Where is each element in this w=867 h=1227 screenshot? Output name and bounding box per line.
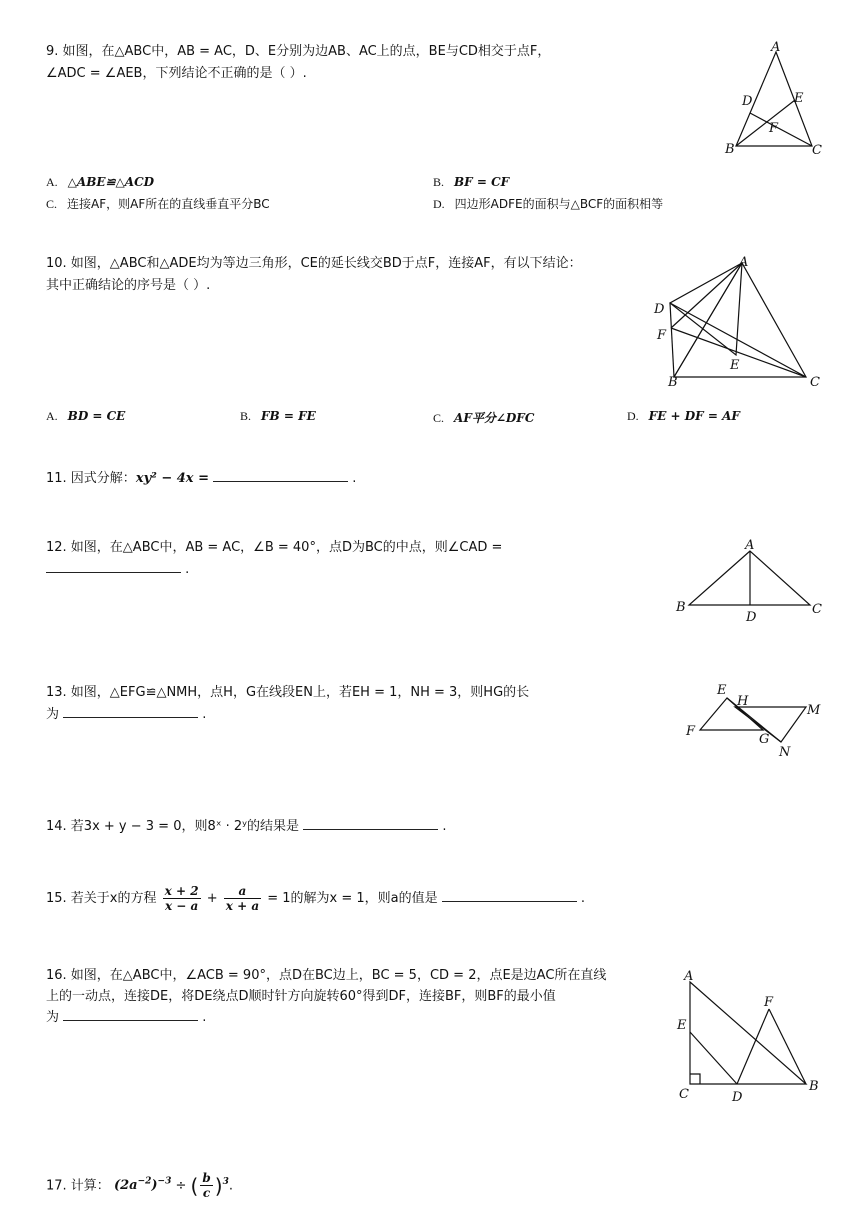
q15-answer-blank[interactable] (442, 887, 577, 902)
q12-label-a: A (745, 538, 755, 553)
q10-label-c: C (810, 375, 820, 390)
q15-suffix: . (580, 891, 586, 906)
q11-prefix: 11. 因式分解： (46, 471, 136, 486)
q16-line1: 16. 如图，在△ABC中，∠ACB = 90°，点D在BC边上，BC = 5，CD = 2，点E是边AC所在直线 (46, 968, 607, 983)
q15-plus: + (206, 891, 218, 906)
q10-segment-bd (670, 303, 674, 377)
q16-label-f: F (764, 995, 774, 1010)
q11-line (46, 467, 356, 490)
q13-triangle-nmh (735, 707, 806, 742)
q17-fraction: $\frac{b}{c}$ (202, 1171, 211, 1201)
q10-label-f: F (657, 328, 667, 343)
q17-frac-exp: 3 (222, 1177, 229, 1187)
q14-suffix: . (442, 819, 447, 834)
q13-triangle-efg (700, 698, 763, 730)
q10-line1: 10. 如图，△ABC和△ADE均为等边三角形，CE的延长线交BD于点F，连接AF，有以下结论： (46, 256, 582, 271)
q13-label-g: G (759, 732, 770, 747)
q9-label-f: F (769, 121, 779, 136)
q10-option-b: B. FB = FE (240, 409, 316, 423)
q15-fraction-2: $\frac{a}{x + a}$ (225, 884, 260, 913)
q10-option-d: D. FE + DF = AF (627, 409, 740, 423)
q16-triangle-acb (690, 982, 806, 1084)
q13-suffix: . (202, 707, 207, 722)
q10-label-e: E (730, 358, 740, 373)
q13-label-m: M (807, 703, 821, 718)
q13-segment-en (727, 698, 781, 742)
q14-prefix: 14. 若3x + y − 3 = 0，则8ˣ · 2ʸ的结果是 (46, 819, 300, 834)
q9-option-a: A. △ABE≌△ACD (46, 175, 155, 189)
q14-answer-blank[interactable] (303, 815, 438, 830)
q11-suffix: . (352, 471, 357, 486)
q16-label-d: D (732, 1090, 743, 1105)
q13-line1: 13. 如图，△EFG≌△NMH，点H，G在线段EN上，若EH = 1，NH = 3，则HG的长 (46, 685, 530, 700)
q16-answer-blank[interactable] (63, 1006, 198, 1021)
q12-figure (672, 535, 827, 627)
q12-line1: 12. 如图，在△ABC中，AB = AC，∠B = 40°，点D为BC的中点，则∠CAD = (46, 540, 503, 555)
q9-line2: ∠ADC = ∠AEB，下列结论不正确的是（ ）. (46, 66, 307, 81)
q12-answer-blank[interactable] (46, 558, 181, 573)
q11-answer-blank[interactable] (213, 467, 348, 482)
q15-line (46, 881, 585, 917)
q12-line2 (46, 558, 189, 581)
q16-segment-ed (690, 1032, 737, 1084)
q17-prefix: 17. 计算： (46, 1178, 110, 1194)
q12-suffix: . (185, 562, 190, 577)
q12-label-b: B (676, 600, 686, 615)
q10-label-a: A (739, 255, 749, 270)
q16-figure (672, 962, 827, 1112)
q13-figure (684, 683, 829, 763)
q13-line2 (46, 703, 206, 726)
q11-expr: xy² − 4x = (135, 471, 209, 486)
q10-label-d: D (654, 302, 665, 317)
q16-label-c: C (679, 1087, 689, 1102)
q13-label-f: F (686, 724, 696, 739)
q16-label-e: E (677, 1018, 687, 1033)
q13-answer-blank[interactable] (63, 703, 198, 718)
q9-figure (720, 40, 830, 160)
q15-mid: = 1的解为x = 1，则a的值是 (267, 891, 438, 906)
q9-segment-dc (750, 113, 812, 146)
q16-label-b: B (809, 1079, 819, 1094)
q10-figure (650, 255, 825, 390)
q14-line (46, 815, 446, 838)
q13-label-e: E (717, 683, 727, 698)
q13-label-n: N (779, 745, 791, 760)
q13-line2-prefix: 为 (46, 707, 60, 722)
q15-prefix: 15. 若关于x的方程 (46, 891, 157, 906)
q10-segment-af (671, 263, 742, 328)
q16-suffix: . (202, 1010, 207, 1025)
q16-line3 (46, 1006, 206, 1029)
q9-label-e: E (794, 91, 804, 106)
q9-option-d: D. 四边形ADFE的面积与△BCF的面积相等 (433, 197, 664, 211)
q17-suffix: . (228, 1178, 233, 1194)
q12-label-c: C (812, 602, 822, 617)
q9-label-d: D (742, 94, 753, 109)
q17-divide: ÷ (175, 1178, 187, 1194)
q10-option-c: C. AF平分∠DFC (433, 411, 535, 425)
q9-line1: 9. 如图，在△ABC中，AB = AC，D、E分别为边AB、AC上的点，BE与CD相交于点F， (46, 44, 551, 59)
q12-label-d: D (746, 610, 757, 625)
q13-label-h: H (737, 694, 749, 709)
q9-label-c: C (812, 143, 822, 158)
q16-label-a: A (684, 969, 694, 984)
q10-label-b: B (668, 375, 678, 390)
q17-line: 17. 计算： $(2a^{-2})^{-3}$ ÷ ( $\frac{b}{c}$ )$^3$. (46, 1171, 233, 1201)
q9-option-b: B. BF = CF (433, 175, 510, 189)
q16-segment-fb (769, 1009, 806, 1084)
q15-fraction-1: $\frac{x + 2}{x - a}$ (164, 884, 199, 913)
q9-label-a: A (771, 40, 781, 55)
q10-line2: 其中正确结论的序号是（ ）. (46, 278, 211, 293)
q10-option-a: A. BD = CE (46, 409, 126, 423)
q9-option-c: C. 连接AF，则AF所在的直线垂直平分BC (46, 197, 270, 211)
q16-right-angle-mark (690, 1074, 700, 1084)
q9-label-b: B (725, 142, 735, 157)
q10-triangle-abc (674, 263, 806, 377)
q16-line2: 上的一动点，连接DE，将DE绕点D顺时针方向旋转60°得到DF，连接BF，则BF的最小值 (46, 989, 556, 1004)
q17-base: $(2a^{-2})^{-3}$ (113, 1177, 172, 1194)
q16-line3-prefix: 为 (46, 1010, 60, 1025)
